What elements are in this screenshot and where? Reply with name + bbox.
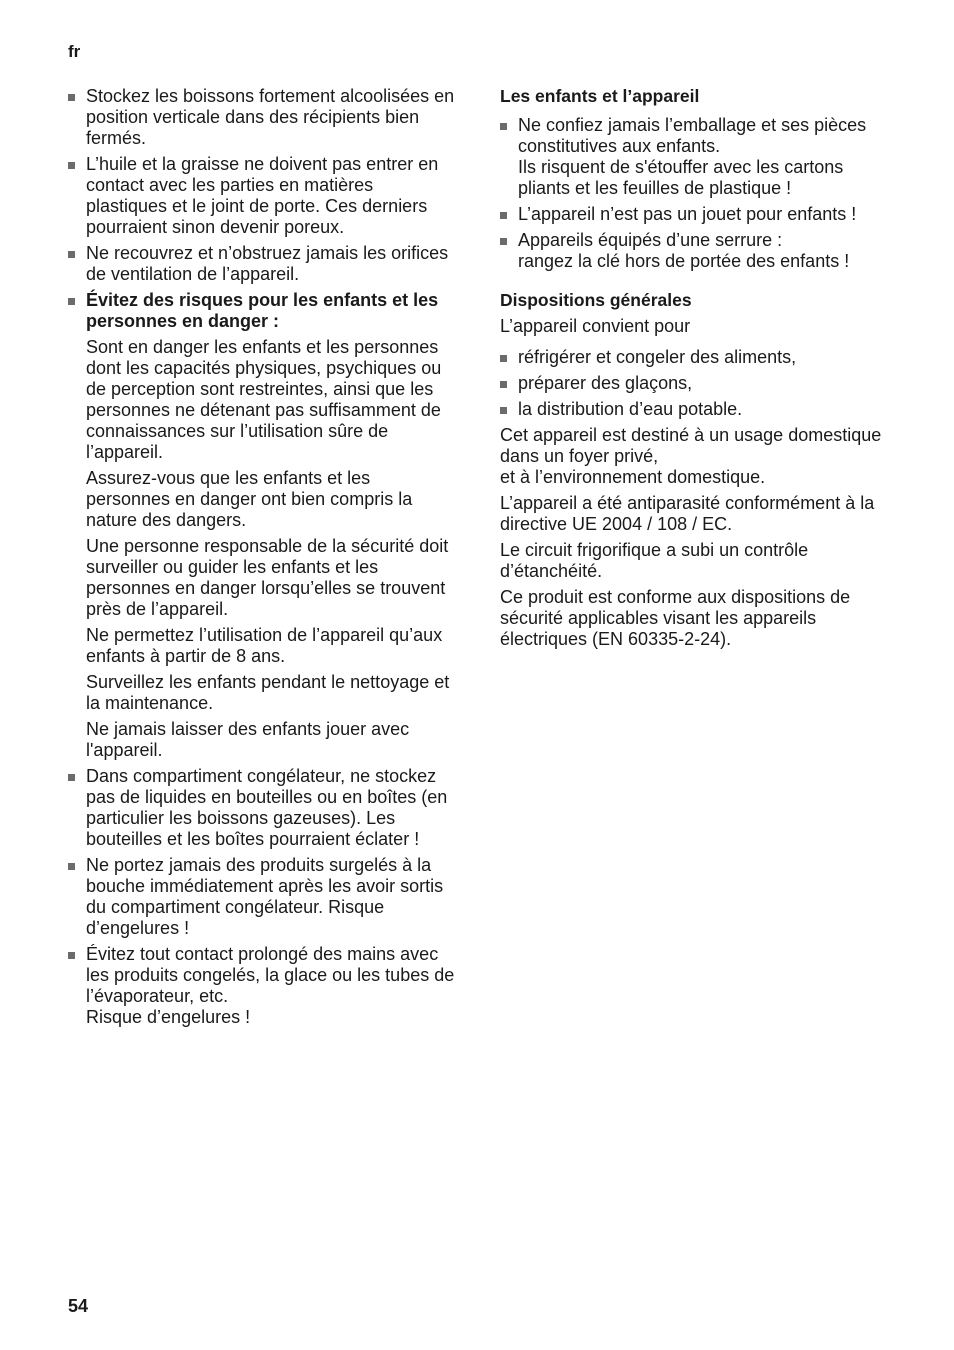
square-bullet-icon: [68, 863, 75, 870]
right-column: [500, 86, 895, 655]
square-bullet-icon: [500, 238, 507, 245]
left-column: [68, 86, 458, 1033]
square-bullet-icon: [68, 94, 75, 101]
list-item: [68, 154, 458, 238]
list-item: [68, 243, 458, 285]
item-bold-title: Évitez des risques pour les enfants et les personnes en danger :: [86, 290, 439, 331]
square-bullet-icon: [68, 774, 75, 781]
list-item: [500, 204, 895, 225]
item-text: Stockez les boissons fortement alcoolisées en position verticale dans des récipients bien fermés.: [86, 86, 455, 148]
list-item: [68, 855, 458, 939]
square-bullet-icon: [500, 123, 507, 130]
item-text: la distribution d’eau potable.: [518, 399, 743, 419]
paragraph-usage-line2: et à l’environnement domestique.: [500, 467, 766, 487]
language-code: fr: [68, 42, 81, 61]
item-text: L’appareil n’est pas un jouet pour enfants !: [518, 204, 857, 224]
list-item: [500, 115, 895, 199]
item-text: L’huile et la graisse ne doivent pas entrer en contact avec les parties en matières plastiques et le joint de porte. Ces derniers pourraient sinon devenir poreux.: [86, 154, 439, 237]
item-text: Ne recouvrez et n’obstruez jamais les orifices de ventilation de l’appareil.: [86, 243, 449, 284]
list-item: [68, 766, 458, 850]
list-item: [500, 347, 895, 368]
square-bullet-icon: [68, 298, 75, 305]
list-item: [500, 373, 895, 394]
item-text: Ne portez jamais des produits surgelés à la bouche immédiatement après les avoir sortis du compartiment congélateur. Risque d’engelures !: [86, 855, 444, 938]
paragraph-usage-line1: Cet appareil est destiné à un usage domestique dans un foyer privé,: [500, 425, 882, 466]
section-heading-children: Les enfants et l’appareil: [500, 86, 700, 106]
square-bullet-icon: [68, 952, 75, 959]
page-number: 54: [68, 1296, 89, 1316]
item-text-line2: Ils risquent de s'étouffer avec les cartons pliants et les feuilles de plastique !: [518, 157, 844, 198]
section-heading-general: Dispositions générales: [500, 290, 692, 310]
square-bullet-icon: [500, 381, 507, 388]
item-text: préparer des glaçons,: [518, 373, 693, 393]
square-bullet-icon: [500, 212, 507, 219]
item-text: Dans compartiment congélateur, ne stockez pas de liquides en bouteilles ou en boîtes (en particulier les boissons gazeuses). Les bouteilles et les boîtes pourraient éclater !: [86, 766, 448, 849]
square-bullet-icon: [68, 251, 75, 258]
item-text: Appareils équipés d’une serrure :: [518, 230, 783, 250]
paragraph-directive: L’appareil a été antiparasité conformément à la directive UE 2004 / 108 / EC.: [500, 493, 875, 534]
list-item: [500, 399, 895, 420]
list-item: [500, 230, 895, 272]
square-bullet-icon: [500, 407, 507, 414]
item-text: Ne confiez jamais l’emballage et ses pièces constitutives aux enfants.: [518, 115, 867, 156]
list-item-risks: [68, 290, 458, 761]
list-item: [68, 86, 458, 149]
paragraph-conformity: Ce produit est conforme aux dispositions de sécurité applicables visant les appareils électriques (EN 60335-2-24).: [500, 587, 851, 649]
item-paragraph: Ne permettez l’utilisation de l’appareil qu’aux enfants à partir de 8 ans.: [86, 625, 443, 666]
item-paragraph: Sont en danger les enfants et les personnes dont les capacités physiques, psychiques ou de perception sont restreintes, ainsi que les personnes ne détenant pas suffisamment de connaissances sur l’utilisation sûre de l’appareil.: [86, 337, 442, 462]
item-paragraph: Surveillez les enfants pendant le nettoyage et la maintenance.: [86, 672, 450, 713]
item-text-line2: rangez la clé hors de portée des enfants !: [518, 251, 850, 271]
item-text: Évitez tout contact prolongé des mains avec les produits congelés, la glace ou les tubes de l’évaporateur, etc.: [86, 944, 455, 1006]
paragraph-circuit: Le circuit frigorifique a subi un contrôle d’étanchéité.: [500, 540, 809, 581]
item-paragraph: Assurez-vous que les enfants et les personnes en danger ont bien compris la nature des dangers.: [86, 468, 413, 530]
item-text-line2: Risque d’engelures !: [86, 1007, 251, 1027]
list-item: [68, 944, 458, 1028]
section-intro: L’appareil convient pour: [500, 316, 691, 336]
square-bullet-icon: [68, 162, 75, 169]
item-text: réfrigérer et congeler des aliments,: [518, 347, 797, 367]
item-paragraph: Ne jamais laisser des enfants jouer avec l'appareil.: [86, 719, 410, 760]
item-paragraph: Une personne responsable de la sécurité doit surveiller ou guider les enfants et les personnes en danger lorsqu’elles se trouvent près de l’appareil.: [86, 536, 449, 619]
square-bullet-icon: [500, 355, 507, 362]
